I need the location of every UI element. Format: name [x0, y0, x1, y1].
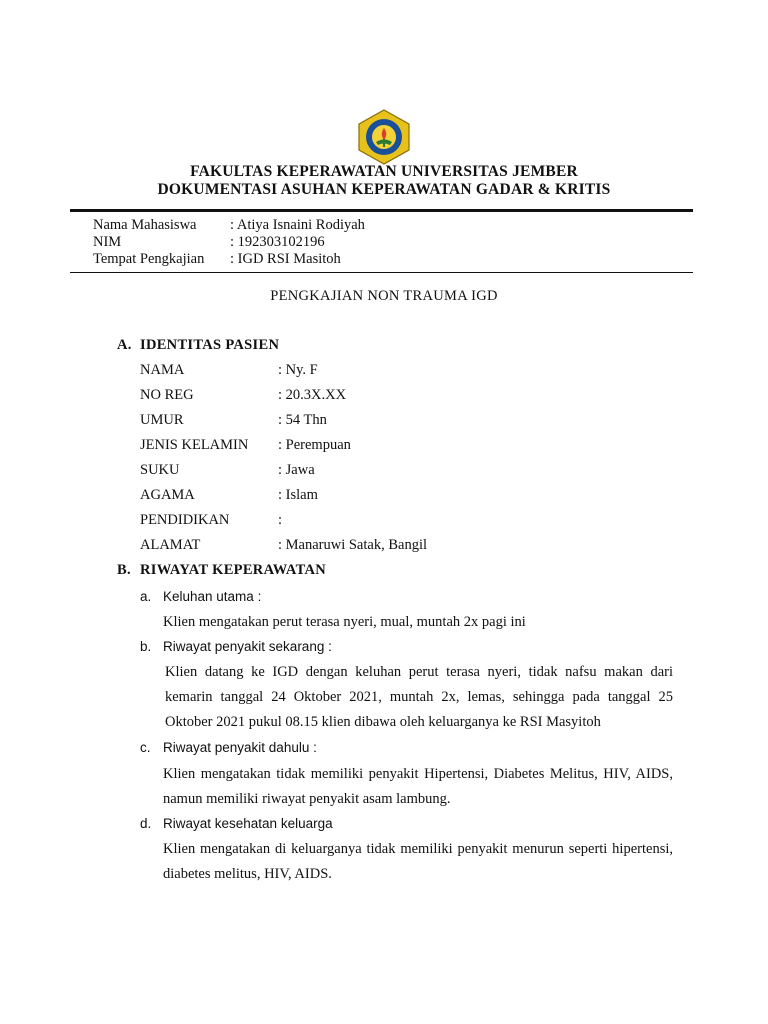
past-illness-label: Riwayat penyakit dahulu :	[163, 740, 317, 755]
page-title: PENGKAJIAN NON TRAUMA IGD	[270, 288, 498, 304]
present-illness-label: Riwayat penyakit sekarang :	[163, 639, 332, 654]
section-b-marker: B.	[117, 562, 131, 578]
faculty-heading: FAKULTAS KEPERAWATAN UNIVERSITAS JEMBER	[190, 163, 578, 180]
item-marker: a.	[140, 589, 152, 604]
header-rule-thick	[70, 209, 693, 212]
patient-field-label: NAMA	[140, 362, 185, 378]
student-nim-label: NIM	[93, 234, 122, 250]
item-marker: b.	[140, 639, 152, 654]
patient-field-value: : Ny. F	[278, 362, 318, 378]
item-marker: d.	[140, 816, 152, 831]
patient-field-label: PENDIDIKAN	[140, 512, 230, 528]
student-name-value: : Atiya Isnaini Rodiyah	[230, 217, 365, 233]
document-heading: DOKUMENTASI ASUHAN KEPERAWATAN GADAR & KRITIS	[157, 181, 611, 198]
past-illness-text: Klien mengatakan tidak memiliki penyakit Hipertensi, Diabetes Melitus, HIV, AIDS, namun memiliki riwayat penyakit asam lambung.	[163, 766, 673, 807]
patient-field-label: NO REG	[140, 387, 194, 403]
chief-complaint-text: Klien mengatakan perut terasa nyeri, mual, muntah 2x pagi ini	[163, 614, 526, 630]
section-a-marker: A.	[117, 337, 132, 353]
assessment-place-value: : IGD RSI Masitoh	[230, 251, 341, 267]
patient-field-label: JENIS KELAMIN	[140, 437, 249, 453]
chief-complaint-label: Keluhan utama :	[163, 589, 262, 604]
university-logo	[356, 109, 412, 165]
student-name-label: Nama Mahasiswa	[93, 217, 197, 233]
family-history-text: Klien mengatakan di keluarganya tidak memiliki penyakit menurun seperti hipertensi, diabetes melitus, HIV, AIDS.	[163, 841, 673, 882]
patient-field-label: UMUR	[140, 412, 184, 428]
assessment-place-label: Tempat Pengkajian	[93, 251, 205, 267]
patient-field-value: : Jawa	[278, 462, 315, 478]
family-history-label: Riwayat kesehatan keluarga	[163, 816, 333, 831]
patient-field-label: SUKU	[140, 462, 180, 478]
present-illness-text: Klien datang ke IGD dengan keluhan perut terasa nyeri, tidak nafsu makan dari kemarin tanggal 24 Oktober 2021, muntah 2x, lemas, sehingga pada tanggal 25 Oktober 2021 pukul 08.15 klien dibawa oleh keluarganya ke RSI Masyitoh	[165, 664, 673, 730]
item-marker: c.	[140, 740, 151, 755]
patient-field-value: : Perempuan	[278, 437, 351, 453]
student-nim-value: : 192303102196	[230, 234, 325, 250]
patient-field-value: :	[278, 512, 283, 528]
section-a-title: IDENTITAS PASIEN	[140, 337, 280, 353]
patient-field-value: : Manaruwi Satak, Bangil	[278, 537, 428, 553]
header-rule-thin	[70, 272, 693, 273]
section-b-title: RIWAYAT KEPERAWATAN	[140, 562, 327, 578]
patient-field-value: : Islam	[278, 487, 318, 503]
patient-field-label: AGAMA	[140, 487, 195, 503]
patient-field-value: : 20.3X.XX	[278, 387, 347, 403]
patient-field-label: ALAMAT	[140, 537, 201, 553]
patient-field-value: : 54 Thn	[278, 412, 327, 428]
